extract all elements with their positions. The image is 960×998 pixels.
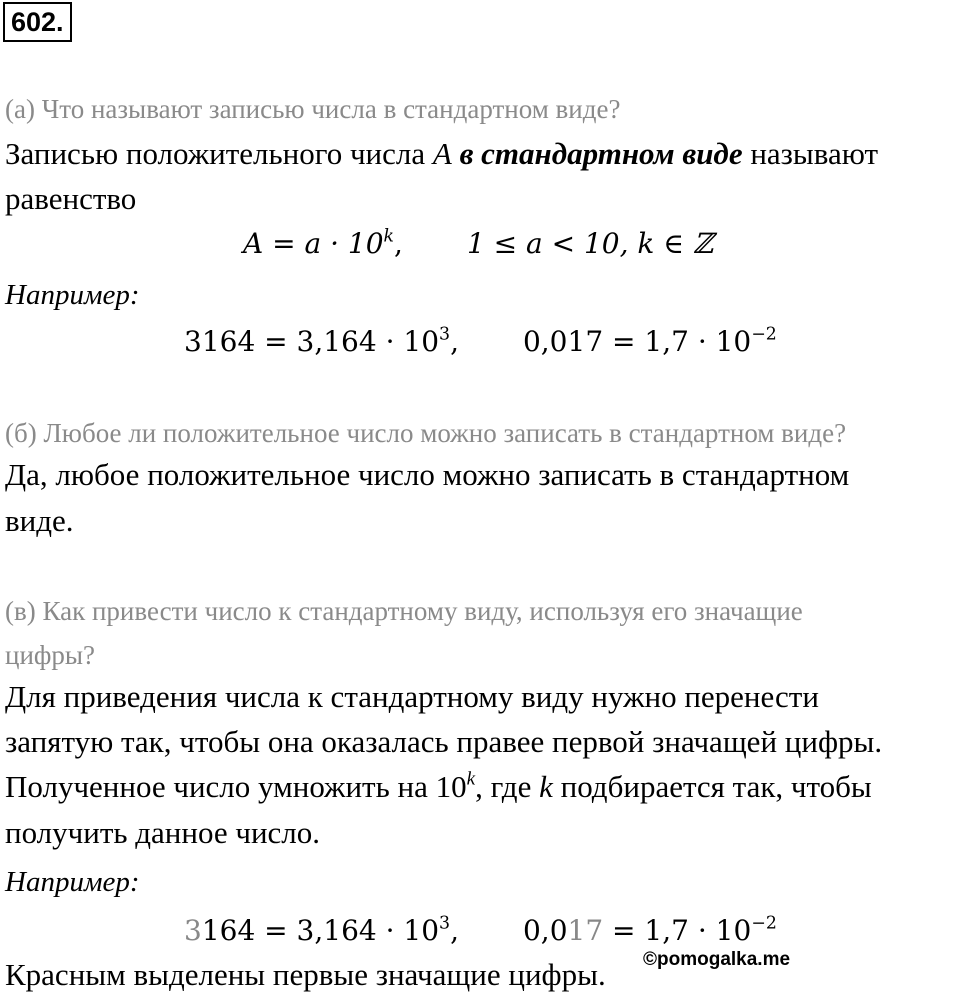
example-a-left-exp: 3: [439, 324, 451, 345]
formula-left: A = a · 10: [243, 227, 384, 260]
question-c-line2: цифры?: [5, 640, 96, 670]
ex1-tail: ,: [450, 914, 459, 947]
ex1-highlight-digit: 3: [184, 914, 202, 947]
definition-formula: [243, 227, 713, 260]
answer-c-line3-exp: k: [466, 768, 476, 790]
question-b: (б) Любое ли положительное число можно записать в стандартном виде?: [5, 418, 847, 448]
answer-a-var: A: [432, 136, 452, 171]
example-formula-c: [184, 914, 777, 947]
answer-c-line3: [5, 769, 872, 805]
example-formula-a: [184, 325, 777, 358]
example-a-left: 3164 = 3,164 · 10: [184, 325, 440, 358]
task-number: 602.: [3, 2, 72, 42]
answer-b-line1: Да, любое положительное число можно записать в стандартном: [5, 457, 850, 492]
example-label-c: Например:: [5, 866, 140, 898]
formula-right: 1 ≤ a < 10, k ∈ ℤ: [466, 227, 714, 260]
answer-c-line3-mid: , где: [475, 769, 540, 804]
answer-a-line2: равенство: [5, 181, 137, 216]
ex2-exp: −2: [751, 913, 777, 934]
question-c-line1: (в) Как привести число к стандартному виду, используя его значащие: [5, 596, 803, 626]
answer-a-line1: [5, 136, 878, 172]
answer-a-end: называют: [742, 136, 879, 171]
answer-c-line2: запятую так, чтобы она оказалась правее первой значащей цифры.: [5, 724, 883, 759]
answer-c-line3-end: подбирается так, чтобы: [552, 769, 872, 804]
ex1-exp: 3: [439, 913, 451, 934]
example-a-right-exp: −2: [751, 324, 777, 345]
example-a-left-tail: ,: [450, 325, 459, 358]
ex2-highlight-digits: 17: [567, 914, 604, 947]
answer-b-line2: виде.: [5, 503, 74, 538]
note-c: Красным выделены первые значащие цифры.: [5, 957, 606, 992]
ex1-rest: 164 = 3,164 · 10: [201, 914, 440, 947]
answer-c-line3-start: Полученное число умножить на 10: [5, 769, 467, 804]
ex2-rest: = 1,7 · 10: [603, 914, 752, 947]
formula-left-tail: ,: [394, 227, 403, 260]
ex2-start: 0,0: [522, 914, 568, 947]
answer-a-text: Записью положительного числа: [5, 136, 433, 171]
answer-a-bold: в стандартном виде: [451, 136, 743, 171]
example-a-right: 0,017 = 1,7 · 10: [522, 325, 752, 358]
answer-c-line4: получить данное число.: [5, 815, 321, 850]
question-a: (а) Что называют записью числа в стандартном виде?: [5, 94, 621, 124]
answer-c-line3-var: k: [539, 769, 553, 804]
answer-c-line1: Для приведения числа к стандартному виду нужно перенести: [5, 679, 819, 714]
formula-left-exp: k: [383, 226, 395, 247]
watermark: ©pomogalka.me: [643, 949, 791, 970]
example-label-a: Например:: [5, 279, 140, 311]
